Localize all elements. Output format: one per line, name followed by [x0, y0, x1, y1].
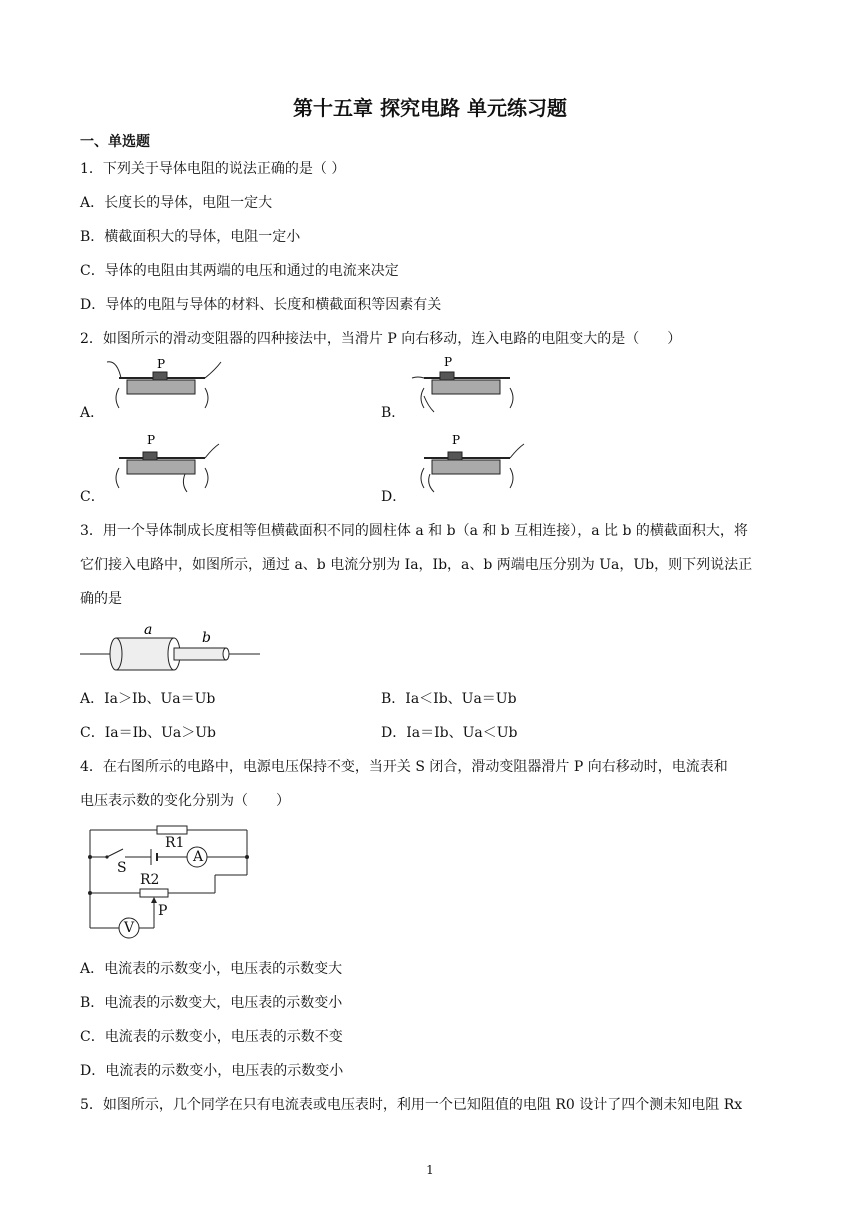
- q4-option-c: C．电流表的示数变小，电压表的示数不变: [80, 1029, 343, 1045]
- slider-p-label: P: [452, 433, 461, 447]
- switch-label: S: [117, 860, 127, 876]
- page-number: 1: [426, 1163, 434, 1177]
- q1-option-b: B．横截面积大的导体，电阻一定小: [80, 229, 301, 245]
- q2-option-a: A．: [80, 405, 105, 421]
- slider-p-label: P: [444, 355, 453, 369]
- rheostat-figure-c: [105, 432, 225, 494]
- voltmeter-label: V: [124, 920, 135, 936]
- q2-option-d: D．: [381, 489, 407, 505]
- slider-p-label: P: [158, 903, 168, 919]
- q1-stem: 1．下列关于导体电阻的说法正确的是（ ）: [80, 161, 346, 177]
- rheostat-figure-a: [105, 352, 225, 414]
- ammeter-label: A: [193, 849, 204, 865]
- r1-label: R1: [165, 835, 185, 851]
- q3-option-d: D．Ia＝Ib、Ua＜Ub: [381, 725, 518, 741]
- q3-stem-line1: 3．用一个导体制成长度相等但横截面积不同的圆柱体 a 和 b（a 和 b 互相连接），a 比 b 的横截面积大，将: [80, 523, 748, 539]
- q2-option-c: C．: [80, 489, 105, 505]
- slider-p-label: P: [157, 357, 166, 371]
- rheostat-figure-d: [410, 432, 530, 494]
- label-b: b: [202, 630, 211, 646]
- q1-option-a: A．长度长的导体，电阻一定大: [80, 195, 273, 211]
- q2-option-b: B．: [381, 405, 406, 421]
- q4-option-d: D．电流表的示数变小，电压表的示数变小: [80, 1063, 344, 1079]
- q3-option-c: C．Ia＝Ib、Ua＞Ub: [80, 725, 216, 741]
- slider-p-label: P: [147, 433, 156, 447]
- q1-option-d: D．导体的电阻与导体的材料、长度和横截面积等因素有关: [80, 297, 442, 313]
- q5-stem-line1: 5．如图所示，几个同学在只有电流表或电压表时，利用一个已知阻值的电阻 R0 设计了四个测未知电阻 Rx: [80, 1097, 743, 1113]
- r2-label: R2: [140, 872, 160, 888]
- q3-stem-line2: 它们接入电路中，如图所示，通过 a、b 电流分别为 Ia，Ib，a、b 两端电压分别为 Ua，Ub，则下列说法正: [80, 557, 753, 573]
- q4-stem-line1: 4．在右图所示的电路中，电源电压保持不变，当开关 S 闭合，滑动变阻器滑片 P 向右移动时，电流表和: [80, 759, 728, 775]
- q1-option-c: C．导体的电阻由其两端的电压和通过的电流来决定: [80, 263, 399, 279]
- q3-option-b: B．Ia＜Ib、Ua＝Ub: [381, 691, 517, 707]
- section-heading: 一、单选题: [80, 134, 150, 150]
- q3-stem-line3: 确的是: [80, 591, 122, 607]
- page-title: 第十五章 探究电路 单元练习题: [293, 96, 567, 120]
- q4-option-b: B．电流表的示数变大，电压表的示数变小: [80, 995, 343, 1011]
- q3-option-a: A．Ia＞Ib、Ua＝Ub: [80, 691, 216, 707]
- q4-stem-line2: 电压表示数的变化分别为（ ）: [80, 793, 290, 809]
- q2-stem: 2．如图所示的滑动变阻器的四种接法中，当滑片 P 向右移动，连入电路的电阻变大的是（ ）: [80, 331, 682, 347]
- rheostat-figure-b: [410, 352, 530, 414]
- q4-option-a: A．电流表的示数变小，电压表的示数变大: [80, 961, 343, 977]
- label-a: a: [144, 622, 153, 638]
- conductor-cylinders-figure: [80, 622, 265, 672]
